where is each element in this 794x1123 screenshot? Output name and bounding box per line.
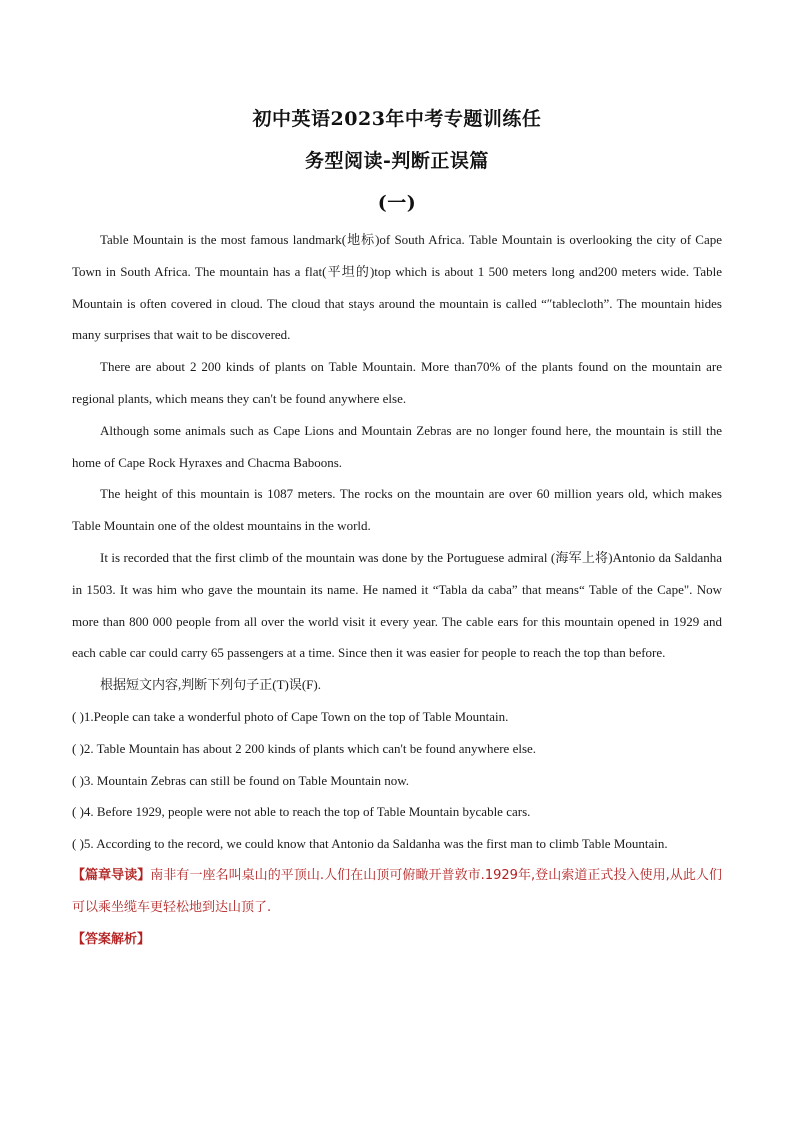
- article-guide: [72, 860, 722, 924]
- reading-body: [72, 224, 722, 955]
- question-5: ( )5. According to the record, we could know that Antonio da Saldanha was the first man to climb Table Mountain.: [72, 836, 668, 852]
- question-2: ( )2. Table Mountain has about 2 200 kinds of plants which can't be found anywhere else.: [72, 740, 537, 756]
- guide-label: 【篇章导读】: [72, 867, 151, 883]
- answer-analysis-label: 【答案解析】: [72, 931, 151, 947]
- question-4: ( )4. Before 1929, people were not able to reach the top of Table Mountain bycable cars.: [72, 804, 531, 820]
- question-1: ( )1.People can take a wonderful photo of Cape Town on the top of Table Mountain.: [72, 708, 509, 724]
- passage-paragraph-3: Although some animals such as Cape Lions and Mountain Zebras are no longer found here, the mountain is still the home of Cape Rock Hyraxes and Chacma Baboons.: [72, 422, 722, 470]
- passage-paragraph-4: The height of this mountain is 1087 meters. The rocks on the mountain are over 60 million years old, which makes Table Mountain one of the oldest mountains in the world.: [72, 486, 722, 534]
- instruction: 根据短文内容,判断下列句子正(T)误(F).: [100, 677, 321, 693]
- guide-text: 南非有一座名叫桌山的平顶山.人们在山顶可俯瞰开普敦市.1929年,登山索道正式投入使用,从此人们可以乘坐缆车更轻松地到达山顶了.: [72, 867, 722, 915]
- question-3: ( )3. Mountain Zebras can still be found on Table Mountain now.: [72, 772, 410, 788]
- passage-paragraph-1: Table Mountain is the most famous landmark(地标)of South Africa. Table Mountain is overlooking the city of Cape Town in South Africa. The mountain has a flat(平坦的)top which is about 1 500 meters long and200 meters wide. Table Mountain is often covered in cloud. The cloud that stays around the mountain is called “″tablecloth”. The mountain hides many surprises that wait to be discovered.: [72, 232, 722, 343]
- passage-paragraph-2: There are about 2 200 kinds of plants on Table Mountain. More than70% of the plants found on the mountain are regional plants, which means they can't be found anywhere else.: [72, 359, 722, 406]
- section-number: (一): [377, 192, 417, 214]
- title-line-1: 初中英语2023年中考专题训练任: [252, 108, 542, 130]
- passage-paragraph-5: It is recorded that the first climb of the mountain was done by the Portuguese admiral (海军上将)Antonio da Saldanha in 1503. It was him who gave the mountain its name. He named it “Tabla da caba” that means“ Table of the Cape". Now more than 800 000 people from all over the world visit it every year. The cable ears for this mountain opened in 1929 and each cable car could carry 65 passengers at a time. Since then it was easier for people to reach the top than before.: [72, 549, 722, 661]
- title-line-2: 务型阅读-判断正误篇: [305, 150, 489, 172]
